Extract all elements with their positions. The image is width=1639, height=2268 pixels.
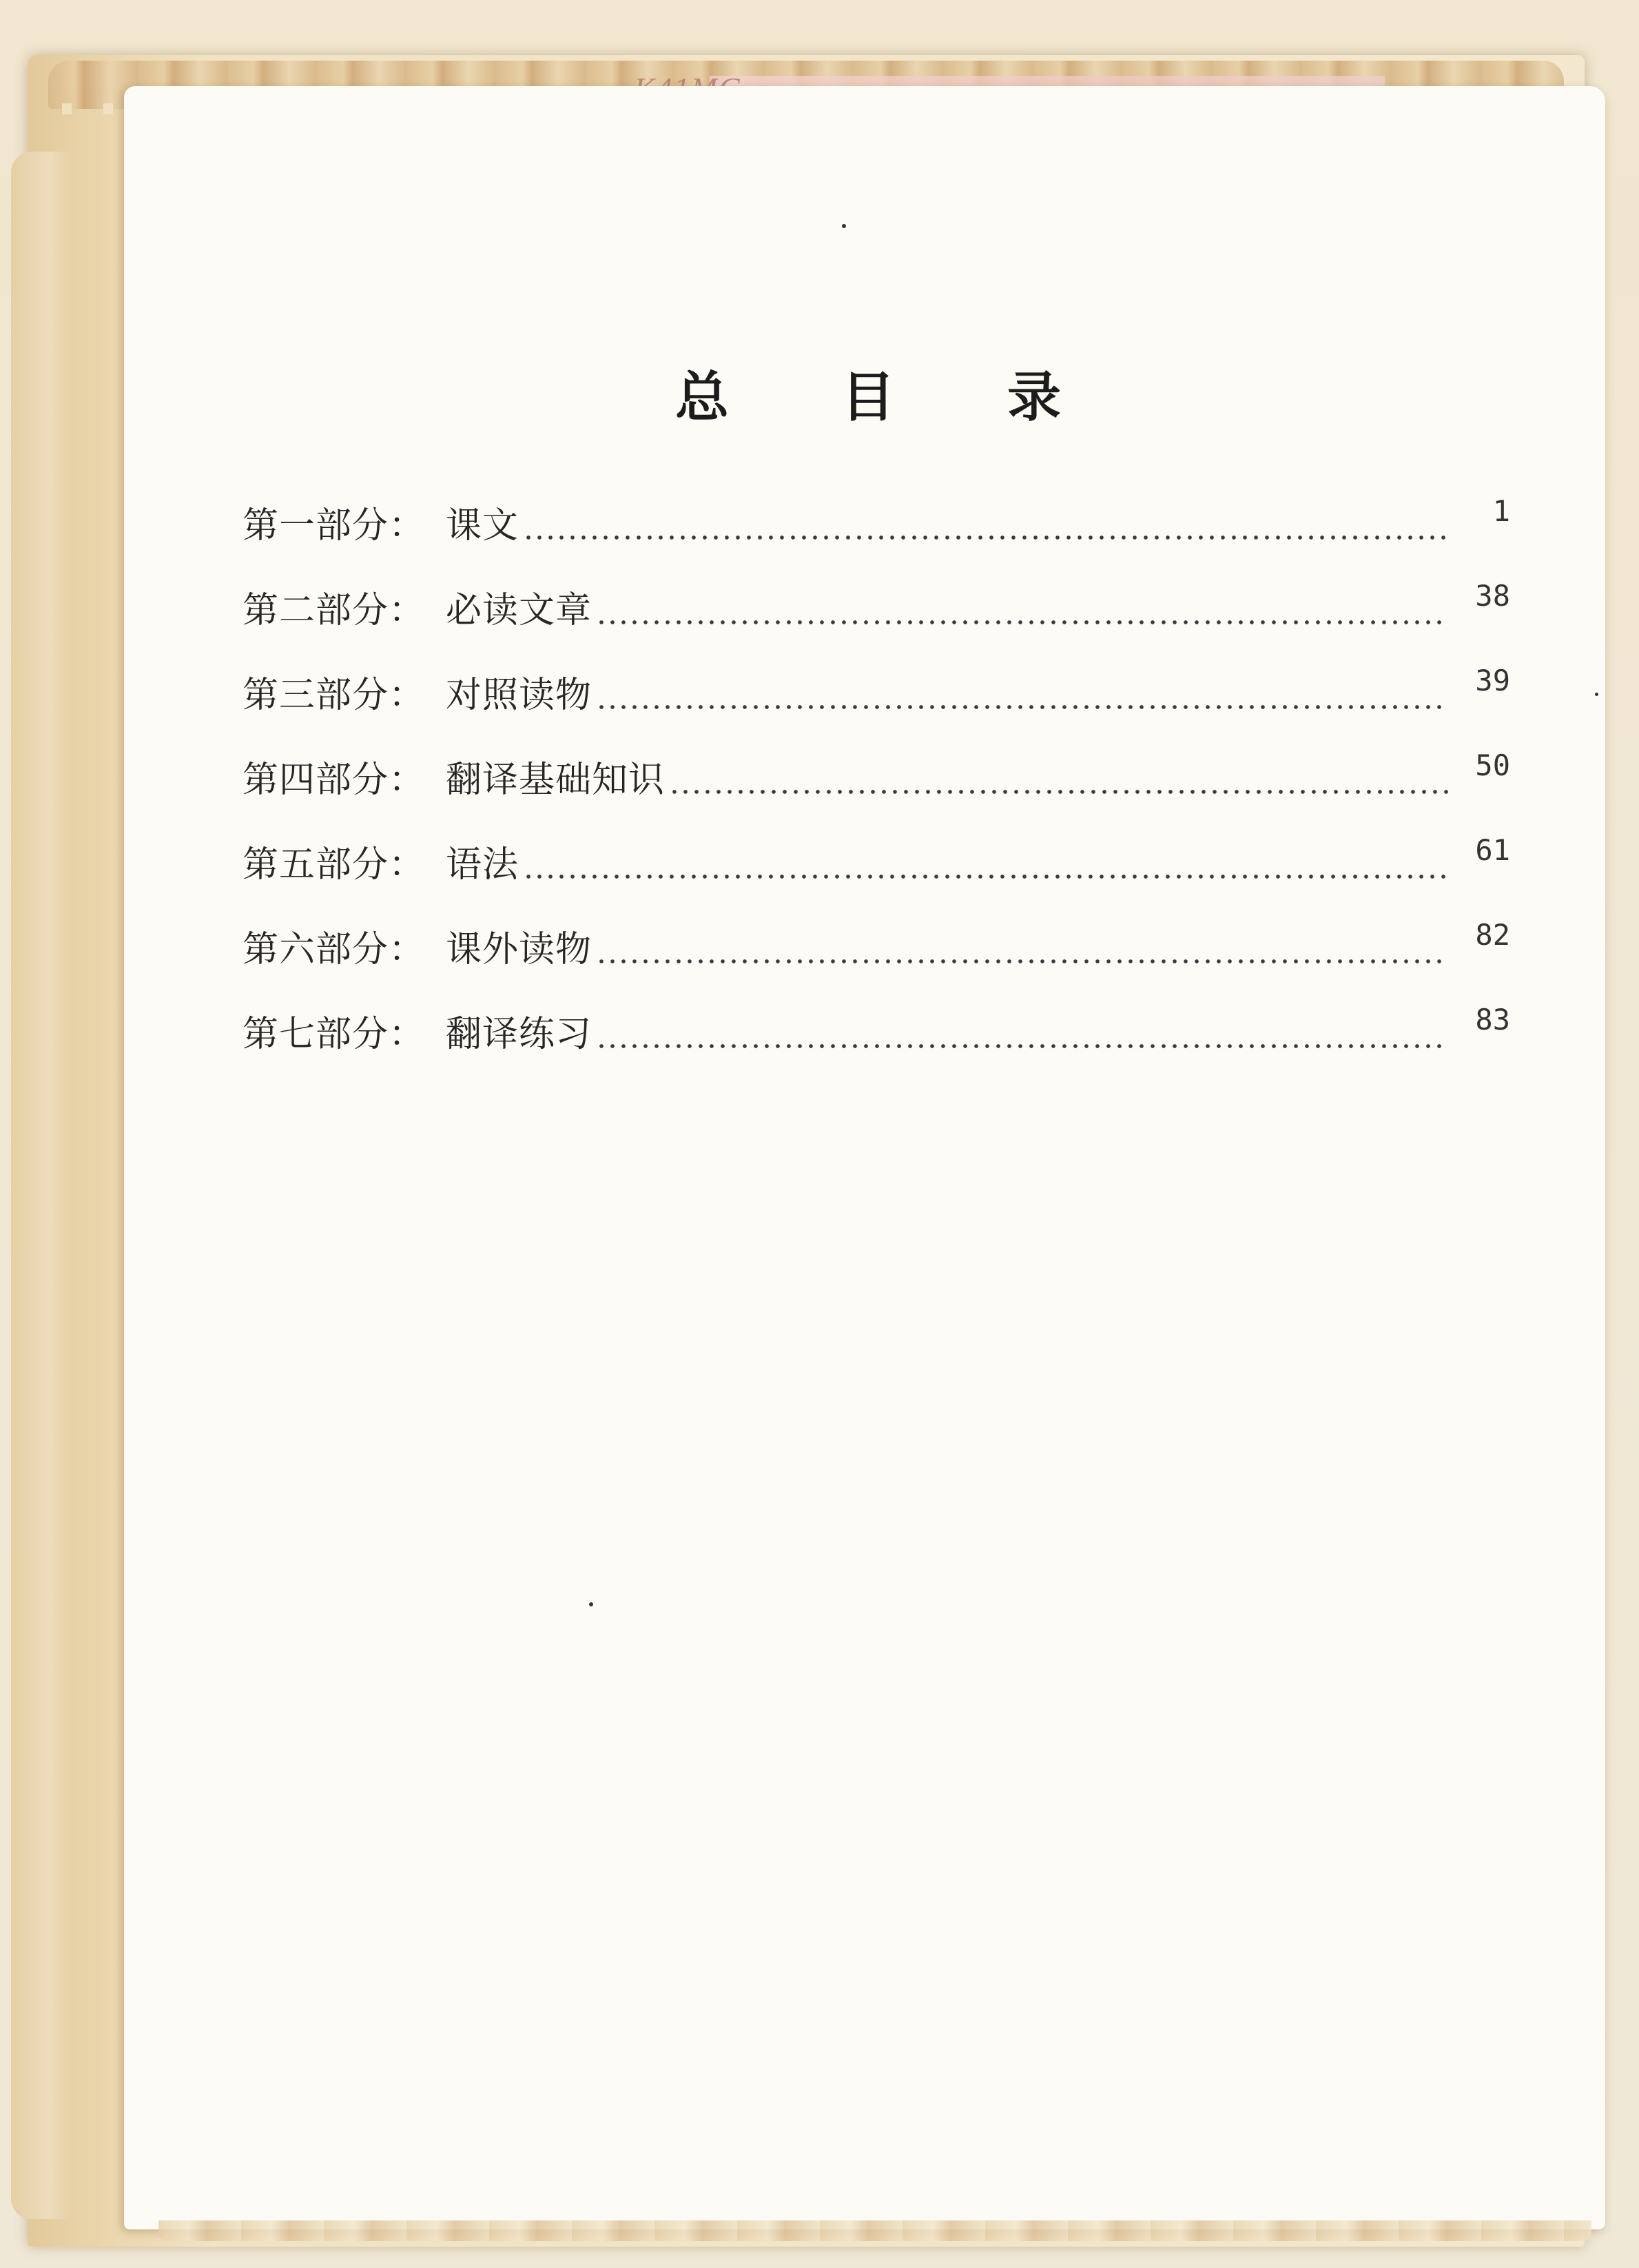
toc-entry[interactable]	[243, 920, 1510, 1005]
toc-title: 课文	[446, 505, 519, 546]
toc-page-number: 61	[1475, 833, 1510, 867]
title-char: 目	[841, 367, 895, 429]
toc-entry[interactable]	[243, 750, 1510, 835]
toc-title: 翻译基础知识	[446, 759, 666, 801]
toc-part-label: 第二部分：	[243, 590, 426, 631]
dot-leader	[596, 1027, 1448, 1054]
dot-leader	[596, 942, 1448, 970]
ink-speck	[1595, 693, 1598, 696]
dot-leader	[669, 773, 1448, 800]
toc-entry[interactable]	[243, 581, 1510, 666]
toc-title: 课外读物	[446, 929, 592, 970]
ink-speck	[589, 1602, 593, 1606]
toc-title: 语法	[446, 844, 519, 886]
title-char: 总	[675, 367, 730, 429]
ink-speck	[842, 224, 846, 228]
toc-entry[interactable]	[243, 666, 1510, 750]
aged-left-edge	[11, 152, 73, 2219]
dot-leader	[596, 603, 1448, 631]
toc-part-label: 第五部分：	[243, 844, 426, 886]
title-char: 录	[1007, 367, 1061, 429]
dot-leader	[596, 688, 1448, 715]
toc-entry[interactable]	[243, 1005, 1510, 1090]
toc-title: 必读文章	[446, 590, 592, 631]
toc-entry[interactable]	[243, 835, 1510, 920]
dot-leader	[523, 518, 1448, 546]
toc-page-number: 38	[1475, 579, 1510, 613]
toc-part-label: 第四部分：	[243, 759, 426, 801]
toc-part-label: 第一部分：	[243, 505, 426, 546]
page-bottom-edge	[158, 2220, 1591, 2241]
page-title	[675, 358, 1061, 427]
toc-title: 对照读物	[446, 675, 592, 716]
toc-title: 翻译练习	[446, 1014, 592, 1055]
toc-part-label: 第六部分：	[243, 929, 426, 970]
toc-page-number: 1	[1492, 494, 1510, 528]
table-of-contents	[243, 496, 1510, 1090]
dot-leader	[523, 857, 1448, 885]
toc-part-label: 第三部分：	[243, 675, 426, 716]
toc-page-number: 50	[1475, 748, 1510, 782]
toc-page-number: 39	[1475, 664, 1510, 697]
toc-page-number: 83	[1475, 1003, 1510, 1036]
toc-page-number: 82	[1475, 918, 1510, 952]
toc-entry[interactable]	[243, 496, 1510, 581]
toc-part-label: 第七部分：	[243, 1014, 426, 1055]
